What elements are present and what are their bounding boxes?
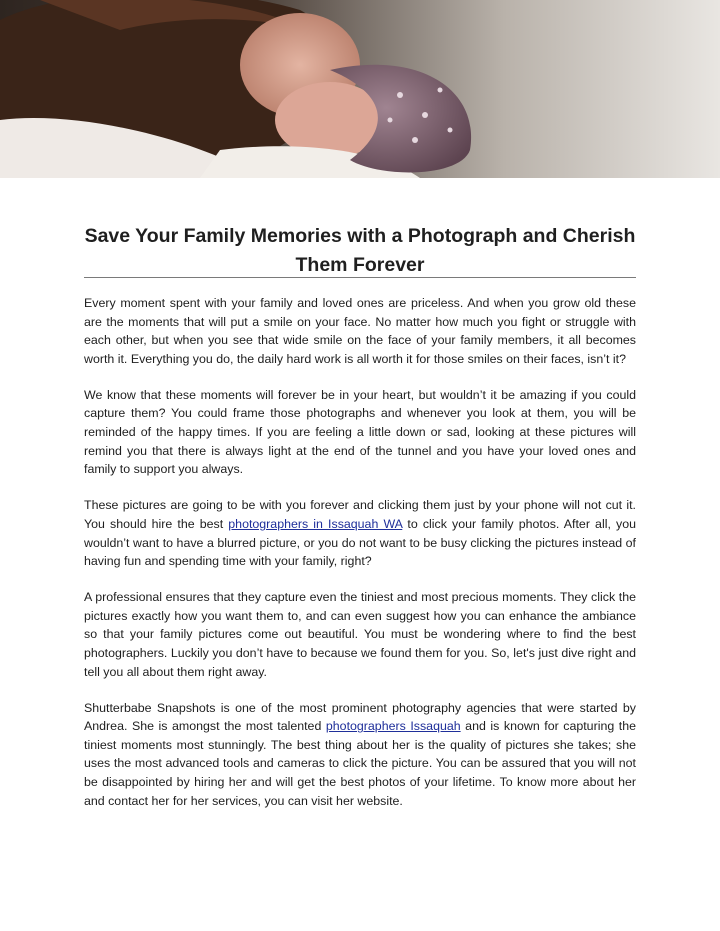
paragraph-1	[84, 294, 636, 368]
photographers-issaquah-wa-link[interactable]: photographers in Issaquah WA	[228, 516, 403, 531]
paragraph-5-text-before: Shutterbabe Snapshots is one of the most prominent photography agencies that were started by Andrea. She is amongst the most talented	[84, 700, 636, 734]
paragraph-3	[84, 496, 636, 570]
paragraph-2	[84, 386, 636, 479]
paragraph-5	[84, 699, 636, 811]
photographers-issaquah-link[interactable]: photographers Issaquah	[325, 719, 461, 734]
paragraph-1-text: Every moment spent with your family and loved ones are priceless. And when you grow old these are the moments that will put a smile on your face. No matter how much you fight or struggle with each other, but when you see that wide smile on the face of your family members, it all becomes worth it. Everything you do, the daily hard work is all worth it for those smiles on their faces, isn’t it?	[84, 296, 636, 366]
paragraph-4-text: A professional ensures that they capture even the tiniest and most precious moments. They click the pictures exactly how you want them to, and can even suggest how you can enhance the ambiance so that your family pictures come out beautiful. You must be wondering where to find the best photographers. Luckily you don’t have to because we found them for you. So, let's just dive right and tell you all about them right away.	[84, 590, 636, 679]
article-title-block	[84, 222, 636, 280]
hero-image	[0, 0, 720, 178]
hero-photo	[0, 0, 720, 178]
paragraph-3-text-after: to click your family photos. After all, you wouldn’t want to have a blurred picture, or you do not want to be busy clicking the pictures instead of having fun and spending time with your family, right?	[84, 516, 636, 569]
title-divider	[84, 277, 636, 278]
paragraph-3-text-before: These pictures are going to be with you forever and clicking them just by your phone will not cut it. You should hire the best	[84, 498, 636, 531]
paragraph-5-text-after: and is known for capturing the tiniest moments most stunningly. The best thing about her is the quality of pictures she takes; she uses the most advanced tools and cameras to click the picture. You can be assured that you will not be disappointed by hiring her and will get the best photos of your lifetime. To know more about her and contact her for her services, you can visit her website.	[84, 719, 636, 808]
paragraph-4	[84, 588, 636, 681]
article-title: Save Your Family Memories with a Photograph and Cherish Them Forever	[84, 225, 636, 276]
article-body	[84, 294, 636, 828]
paragraph-2-text: We know that these moments will forever be in your heart, but wouldn’t it be amazing if you could capture them? You could frame those photographs and whenever you look at them, you will be reminded of the happy times. If you are feeling a little down or sad, looking at these pictures will remind you that there is always light at the end of the tunnel and you have your loved ones and family to support you always.	[84, 387, 636, 477]
